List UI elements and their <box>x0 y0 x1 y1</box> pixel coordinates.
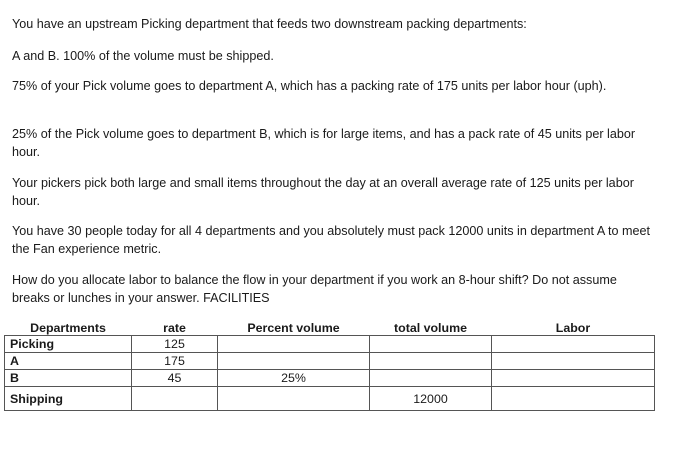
cell-labor <box>492 336 655 353</box>
table-row-a <box>5 353 655 370</box>
cell-rate: 45 <box>132 370 218 387</box>
paragraph-question: How do you allocate labor to balance the flow in your department if you work an 8-hour shift? Do not assume breaks or lunches in your answer. FACILITIES <box>12 273 617 305</box>
cell-department: Picking <box>5 336 132 353</box>
cell-total-volume: 12000 <box>370 387 492 411</box>
cell-percent-volume <box>218 336 370 353</box>
cell-percent-volume <box>218 387 370 411</box>
cell-total-volume <box>370 353 492 370</box>
cell-labor <box>492 387 655 411</box>
paragraph-pickers: Your pickers pick both large and small items throughout the day at an overall average rate of 125 units per labor hour. <box>12 176 634 208</box>
paragraph-dept-b: 25% of the Pick volume goes to department B, which is for large items, and has a pack rate of 45 units per labor hour. <box>12 127 636 159</box>
cell-labor <box>492 370 655 387</box>
labor-table-wrapper <box>4 318 654 411</box>
table-row-b <box>5 370 655 387</box>
header-departments: Departments <box>30 321 106 335</box>
paragraph-dept-a: 75% of your Pick volume goes to department A, which has a packing rate of 175 units per labor hour (uph). <box>12 79 607 93</box>
paragraph-staffing: You have 30 people today for all 4 departments and you absolutely must pack 12000 units in department A to meet the Fan experience metric. <box>12 224 651 256</box>
header-total-volume: total volume <box>394 321 467 335</box>
header-percent-volume: Percent volume <box>247 321 340 335</box>
cell-rate: 175 <box>132 353 218 370</box>
cell-rate <box>132 387 218 411</box>
cell-total-volume <box>370 370 492 387</box>
header-labor: Labor <box>555 321 591 335</box>
table-row-picking <box>5 336 655 353</box>
cell-percent-volume: 25% <box>218 370 370 387</box>
header-rate: rate <box>163 321 186 335</box>
cell-department: Shipping <box>5 387 132 411</box>
paragraph-departments: A and B. 100% of the volume must be shipped. <box>12 49 274 63</box>
cell-percent-volume <box>218 353 370 370</box>
paragraph-intro: You have an upstream Picking department that feeds two downstream packing departments: <box>12 17 527 31</box>
table-row-shipping <box>5 387 655 411</box>
cell-department: B <box>5 370 132 387</box>
cell-total-volume <box>370 336 492 353</box>
cell-labor <box>492 353 655 370</box>
cell-rate: 125 <box>132 336 218 353</box>
table-header-row <box>5 318 655 336</box>
labor-table <box>4 318 655 411</box>
cell-department: A <box>5 353 132 370</box>
